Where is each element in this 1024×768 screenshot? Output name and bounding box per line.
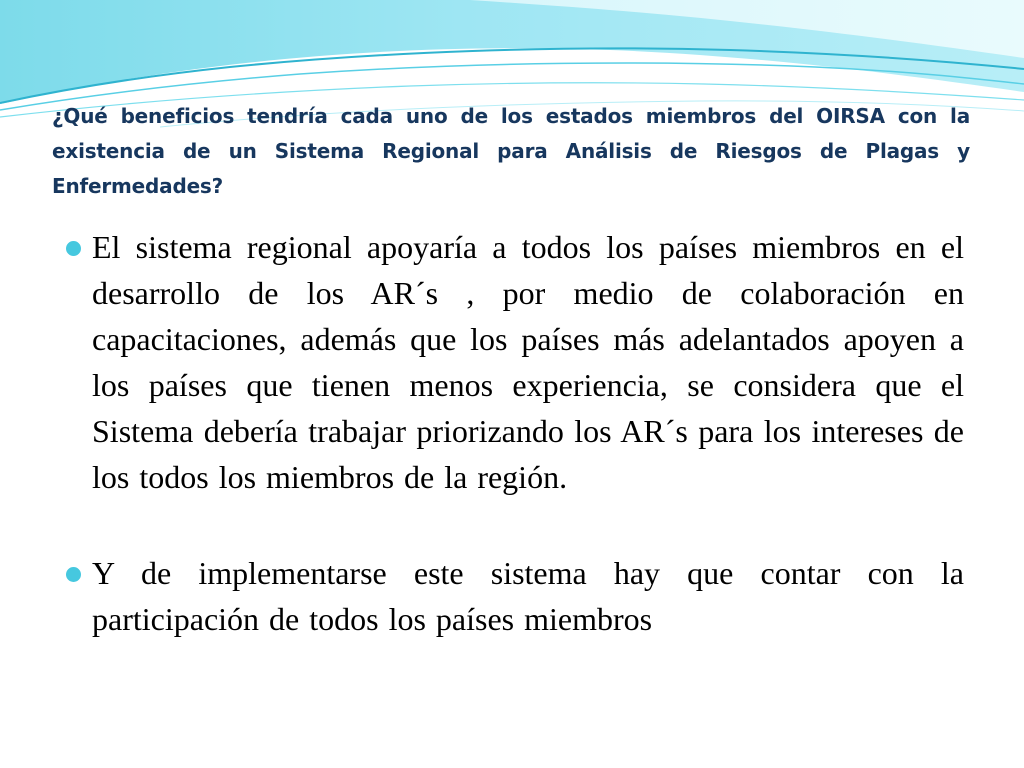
slide-title: ¿Qué beneficios tendría cada uno de los estados miembros del OIRSA con la existencia de un Sistema Regional para Análisis de Riesgos de Plagas y Enfermedades? xyxy=(52,104,970,198)
bullet-text: Y de implementarse este sistema hay que contar con la participación de todos los países miembros xyxy=(92,555,964,637)
bullet-item xyxy=(66,550,964,642)
bullet-item xyxy=(66,224,964,500)
bullet-text: El sistema regional apoyaría a todos los países miembros en el desarrollo de los AR´s , por medio de colaboración en capacitaciones, además que los países más adelantados apoyen a los países que tienen menos experiencia, se considera que el Sistema debería trabajar priorizando los AR´s para los intereses de los todos los miembros de la región. xyxy=(92,229,964,495)
bullet-dot-icon xyxy=(66,241,81,256)
bullet-dot-icon xyxy=(66,567,81,582)
bullet-list xyxy=(66,224,964,642)
